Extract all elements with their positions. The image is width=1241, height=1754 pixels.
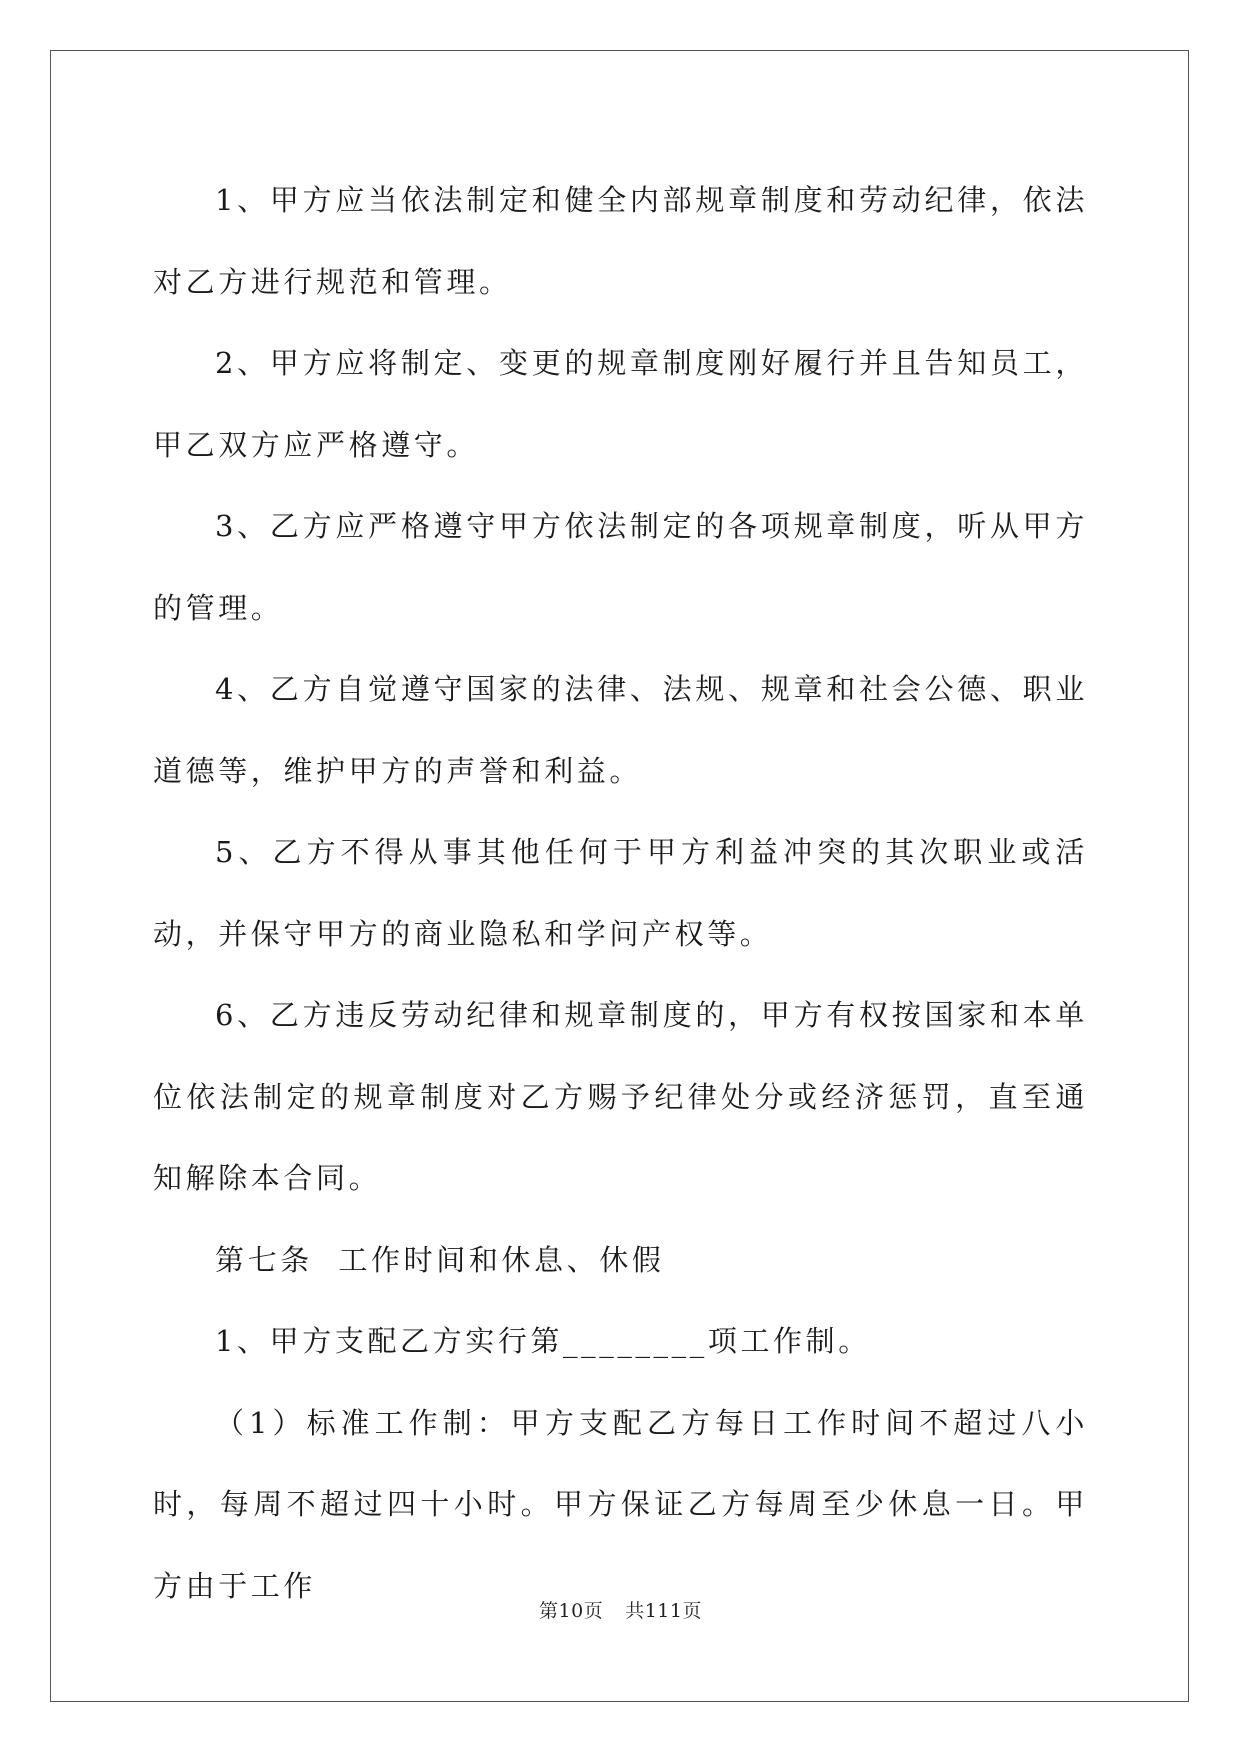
paragraph-clause-3: 3、乙方应严格遵守甲方依法制定的各项规章制度，听从甲方的管理。 bbox=[153, 509, 1088, 625]
document-body bbox=[153, 160, 1088, 1627]
page-footer bbox=[0, 1596, 1241, 1623]
current-page-number: 第10页 bbox=[539, 1600, 604, 1622]
paragraph-clause-5: 5、乙方不得从事其他任何于甲方利益冲突的其次职业或活动，并保守甲方的商业隐私和学问产权等。 bbox=[153, 835, 1088, 951]
total-pages: 共111页 bbox=[625, 1600, 702, 1622]
paragraph-work-system: 1、甲方支配乙方实行第________项工作制。 bbox=[215, 1324, 871, 1358]
paragraph-clause-6: 6、乙方违反劳动纪律和规章制度的，甲方有权按国家和本单位依法制定的规章制度对乙方赐予纪律处分或经济惩罚，直至通知解除本合同。 bbox=[153, 998, 1088, 1195]
paragraph-clause-2: 2、甲方应将制定、变更的规章制度刚好履行并且告知员工，甲乙双方应严格遵守。 bbox=[153, 346, 1088, 462]
paragraph-clause-4: 4、乙方自觉遵守国家的法律、法规、规章和社会公德、职业道德等，维护甲方的声誉和利益。 bbox=[153, 672, 1088, 788]
section-heading-article-7: 第七条 工作时间和休息、休假 bbox=[215, 1242, 665, 1277]
paragraph-standard-work-system: （1）标准工作制：甲方支配乙方每日工作时间不超过八小时，每周不超过四十小时。甲方保证乙方每周至少休息一日。甲方由于工作 bbox=[153, 1405, 1088, 1603]
paragraph-clause-1: 1、甲方应当依法制定和健全内部规章制度和劳动纪律，依法对乙方进行规范和管理。 bbox=[153, 183, 1088, 299]
